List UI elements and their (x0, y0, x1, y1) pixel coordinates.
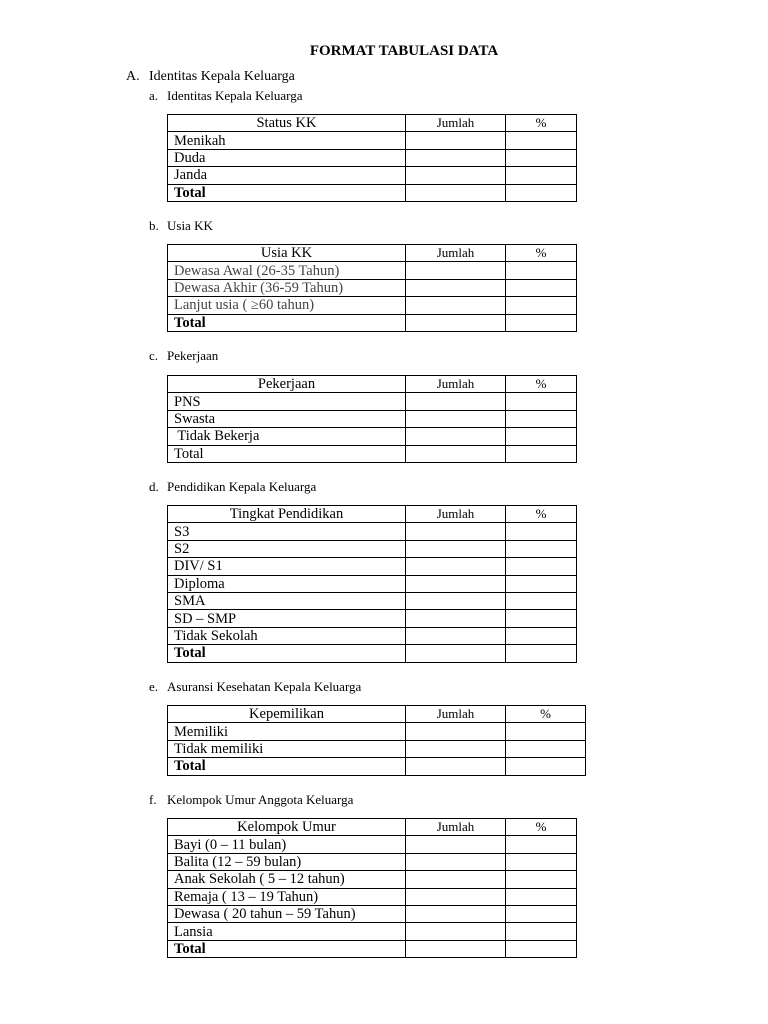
section-a-label: Identitas Kepala Keluarga (149, 69, 295, 84)
table-usia-kk (167, 244, 577, 332)
table-header-row (168, 376, 577, 393)
header-tingkat-pendidikan: Tingkat Pendidikan (168, 506, 406, 523)
header-jumlah: Jumlah (406, 115, 506, 132)
table-row: Tidak memiliki (168, 740, 586, 757)
header-pekerjaan: Pekerjaan (168, 376, 406, 393)
header-jumlah: Jumlah (406, 819, 506, 836)
section-a-heading (126, 69, 295, 85)
table-total-row: Total (168, 184, 577, 201)
table-row: PNS (168, 393, 577, 410)
table-row: Lanjut usia ( ≥60 tahun) (168, 297, 577, 314)
header-percent: % (506, 245, 577, 262)
table-row: Tidak Bekerja (168, 428, 577, 445)
table-row: Balita (12 – 59 bulan) (168, 853, 577, 870)
table-row: Diploma (168, 575, 577, 592)
header-jumlah: Jumlah (406, 706, 506, 723)
table-row: SMA (168, 592, 577, 609)
table-row: S2 (168, 540, 577, 557)
table-header-row (168, 706, 586, 723)
table-row: Duda (168, 149, 577, 166)
table-total-row: Total (168, 940, 577, 957)
table-row: SD – SMP (168, 610, 577, 627)
table-header-row (168, 245, 577, 262)
table-row: Dewasa ( 20 tahun – 59 Tahun) (168, 905, 577, 922)
header-jumlah: Jumlah (406, 376, 506, 393)
header-percent: % (506, 376, 577, 393)
table-pekerjaan (167, 375, 577, 463)
header-status-kk: Status KK (168, 115, 406, 132)
caption-a: a. Identitas Kepala Keluarga (149, 88, 303, 103)
table-row: Anak Sekolah ( 5 – 12 tahun) (168, 871, 577, 888)
table-row: Lansia (168, 923, 577, 940)
caption-b: b. Usia KK (149, 218, 213, 233)
document-title: FORMAT TABULASI DATA (309, 43, 499, 59)
table-row: Dewasa Awal (26-35 Tahun) (168, 262, 577, 279)
table-row: Swasta (168, 410, 577, 427)
table-row: Menikah (168, 132, 577, 149)
table-row: Bayi (0 – 11 bulan) (168, 836, 577, 853)
header-jumlah: Jumlah (406, 245, 506, 262)
table-row: Tidak Sekolah (168, 627, 577, 644)
table-kelompok-umur (167, 818, 577, 958)
header-kelompok-umur: Kelompok Umur (168, 819, 406, 836)
table-total-row: Total (168, 645, 577, 662)
header-percent: % (506, 506, 577, 523)
header-percent: % (506, 706, 586, 723)
caption-e: e. Asuransi Kesehatan Kepala Keluarga (149, 679, 362, 694)
table-total-row: Total (168, 758, 586, 775)
header-usia-kk: Usia KK (168, 245, 406, 262)
table-status-kk (167, 114, 577, 202)
table-row: Memiliki (168, 723, 586, 740)
table-row: Total (168, 445, 577, 462)
table-pendidikan (167, 505, 577, 663)
table-row: Janda (168, 167, 577, 184)
table-row: S3 (168, 523, 577, 540)
caption-c: c. Pekerjaan (149, 348, 219, 363)
table-header-row (168, 506, 577, 523)
table-total-row: Total (168, 314, 577, 331)
caption-f: f. Kelompok Umur Anggota Keluarga (149, 792, 354, 807)
table-row: DIV/ S1 (168, 558, 577, 575)
table-header-row (168, 819, 577, 836)
table-header-row (168, 115, 577, 132)
caption-d: d. Pendidikan Kepala Keluarga (149, 479, 317, 494)
table-row: Dewasa Akhir (36-59 Tahun) (168, 279, 577, 296)
table-asuransi (167, 705, 586, 776)
table-row: Remaja ( 13 – 19 Tahun) (168, 888, 577, 905)
section-a-marker: A. (126, 69, 140, 84)
header-percent: % (506, 115, 577, 132)
header-kepemilikan: Kepemilikan (168, 706, 406, 723)
header-percent: % (506, 819, 577, 836)
header-jumlah: Jumlah (406, 506, 506, 523)
